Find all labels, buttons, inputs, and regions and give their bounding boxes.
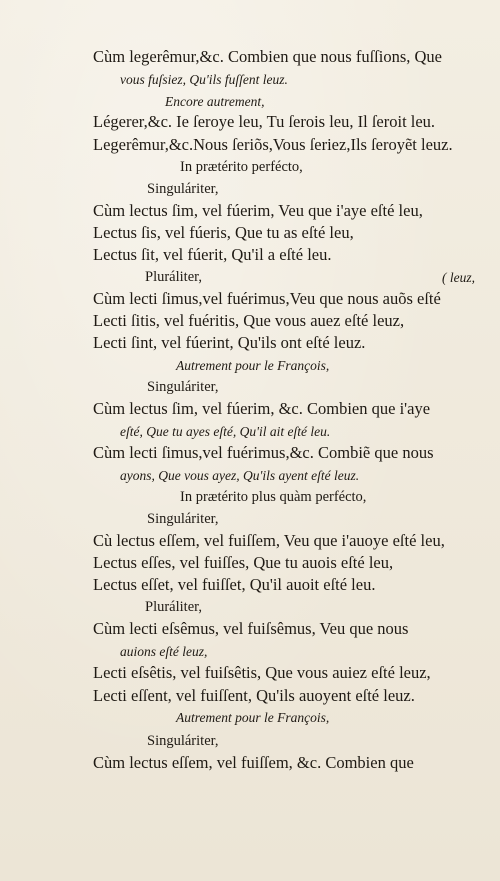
text-line <box>93 663 431 683</box>
subheading <box>147 179 219 199</box>
subheading <box>147 509 219 529</box>
text-line <box>93 686 415 706</box>
subheading-text: Singuláriter, <box>147 511 219 527</box>
french-text: auions eſté leuz, <box>120 644 208 659</box>
text-line <box>93 753 414 773</box>
text-line <box>93 443 434 463</box>
mixed-text: Lectus eſſes, vel fuiſſes, Que tu auois eſté leu, <box>93 553 394 572</box>
text-line <box>93 201 423 221</box>
subheading <box>145 267 202 287</box>
text-line <box>93 575 375 595</box>
text-line <box>120 70 288 90</box>
subheading <box>147 377 219 397</box>
mixed-text: Cùm lecti ſimus,vel fuérimus,&c. Combiẽ que nous <box>93 443 434 462</box>
subheading-text: Pluráliter, <box>145 599 203 615</box>
text-line <box>120 466 359 486</box>
text-line <box>93 553 393 573</box>
section-heading <box>180 157 303 177</box>
text-line <box>93 333 365 353</box>
latin-text: Cùm legerêmur,&c. Combien que nous fuſſions, Que <box>93 47 442 66</box>
text-line <box>93 47 442 67</box>
subheading-text: Pluráliter, <box>145 269 203 285</box>
mixed-text: Légerer,&c. Ie ſeroye leu, Tu ſerois leu, Il ſeroit leu. <box>93 112 436 131</box>
heading-text: Encore autrement, <box>165 94 265 109</box>
french-text: eſté, Que tu ayes eſté, Qu'il ait eſté leu. <box>120 424 331 439</box>
text-line <box>120 422 330 442</box>
section-heading <box>176 708 329 728</box>
line-continuation <box>442 268 475 288</box>
mixed-text: Cùm lectus ſim, vel fúerim, &c. Combien que i'aye <box>93 399 431 418</box>
mixed-text: Lecti ſint, vel fúerint, Qu'ils ont eſté leuz. <box>93 333 366 352</box>
text-line <box>93 531 445 551</box>
section-heading <box>180 487 366 507</box>
heading-text: In prætérito plus quàm perfécto, <box>180 489 367 505</box>
subheading-text: Singuláriter, <box>147 181 219 197</box>
mixed-text: Cùm lectus ſim, vel fúerim, Veu que i'aye eſté leu, <box>93 201 423 220</box>
subheading-text: Singuláriter, <box>147 733 219 749</box>
subheading-text: Singuláriter, <box>147 379 219 395</box>
subheading <box>147 731 219 751</box>
text-line <box>93 135 453 155</box>
mixed-text: Legerêmur,&c.Nous ſeriõs,Vous ſeriez,Ils ſeroyẽt leuz. <box>93 135 453 154</box>
mixed-text: Lectus eſſet, vel fuiſſet, Qu'il auoit eſté leu. <box>93 575 376 594</box>
subheading <box>145 597 202 617</box>
french-text: ayons, Que vous ayez, Qu'ils ayent eſté leuz. <box>120 468 360 483</box>
heading-text: Autrement pour le François, <box>176 710 330 725</box>
mixed-text: Lectus ſit, vel fúerit, Qu'il a eſté leu. <box>93 245 332 264</box>
section-heading <box>165 92 264 112</box>
text-line <box>120 642 207 662</box>
mixed-text: Lectus ſis, vel fúeris, Que tu as eſté leu, <box>93 223 354 242</box>
mixed-text: Cùm lecti ſimus,vel fuérimus,Veu que nous auõs eſté <box>93 289 441 308</box>
section-heading <box>176 356 329 376</box>
mixed-text: Cù lectus eſſem, vel fuiſſem, Veu que i'auoye eſté leu, <box>93 531 445 550</box>
heading-text: Autrement pour le François, <box>176 358 330 373</box>
continuation-text: ( leuz, <box>442 270 475 285</box>
mixed-text: Cùm lecti eſsêmus, vel fuiſsêmus, Veu que nous <box>93 619 409 638</box>
text-line <box>93 223 354 243</box>
mixed-text: Lecti eſsêtis, vel fuiſsêtis, Que vous auiez eſté leuz, <box>93 663 431 682</box>
french-text: vous fuſsiez, Qu'ils fuſſent leuz. <box>120 72 288 87</box>
text-line <box>93 289 441 309</box>
text-line <box>93 399 430 419</box>
text-line <box>93 245 331 265</box>
mixed-text: Cùm lectus eſſem, vel fuiſſem, &c. Combien que <box>93 753 414 772</box>
text-line <box>93 619 408 639</box>
mixed-text: Lecti eſſent, vel fuiſſent, Qu'ils auoyent eſté leuz. <box>93 686 415 705</box>
heading-text: In prætérito perfécto, <box>180 159 303 175</box>
text-line <box>93 112 435 132</box>
text-line <box>93 311 404 331</box>
mixed-text: Lecti ſitis, vel fuéritis, Que vous auez eſté leuz, <box>93 311 405 330</box>
